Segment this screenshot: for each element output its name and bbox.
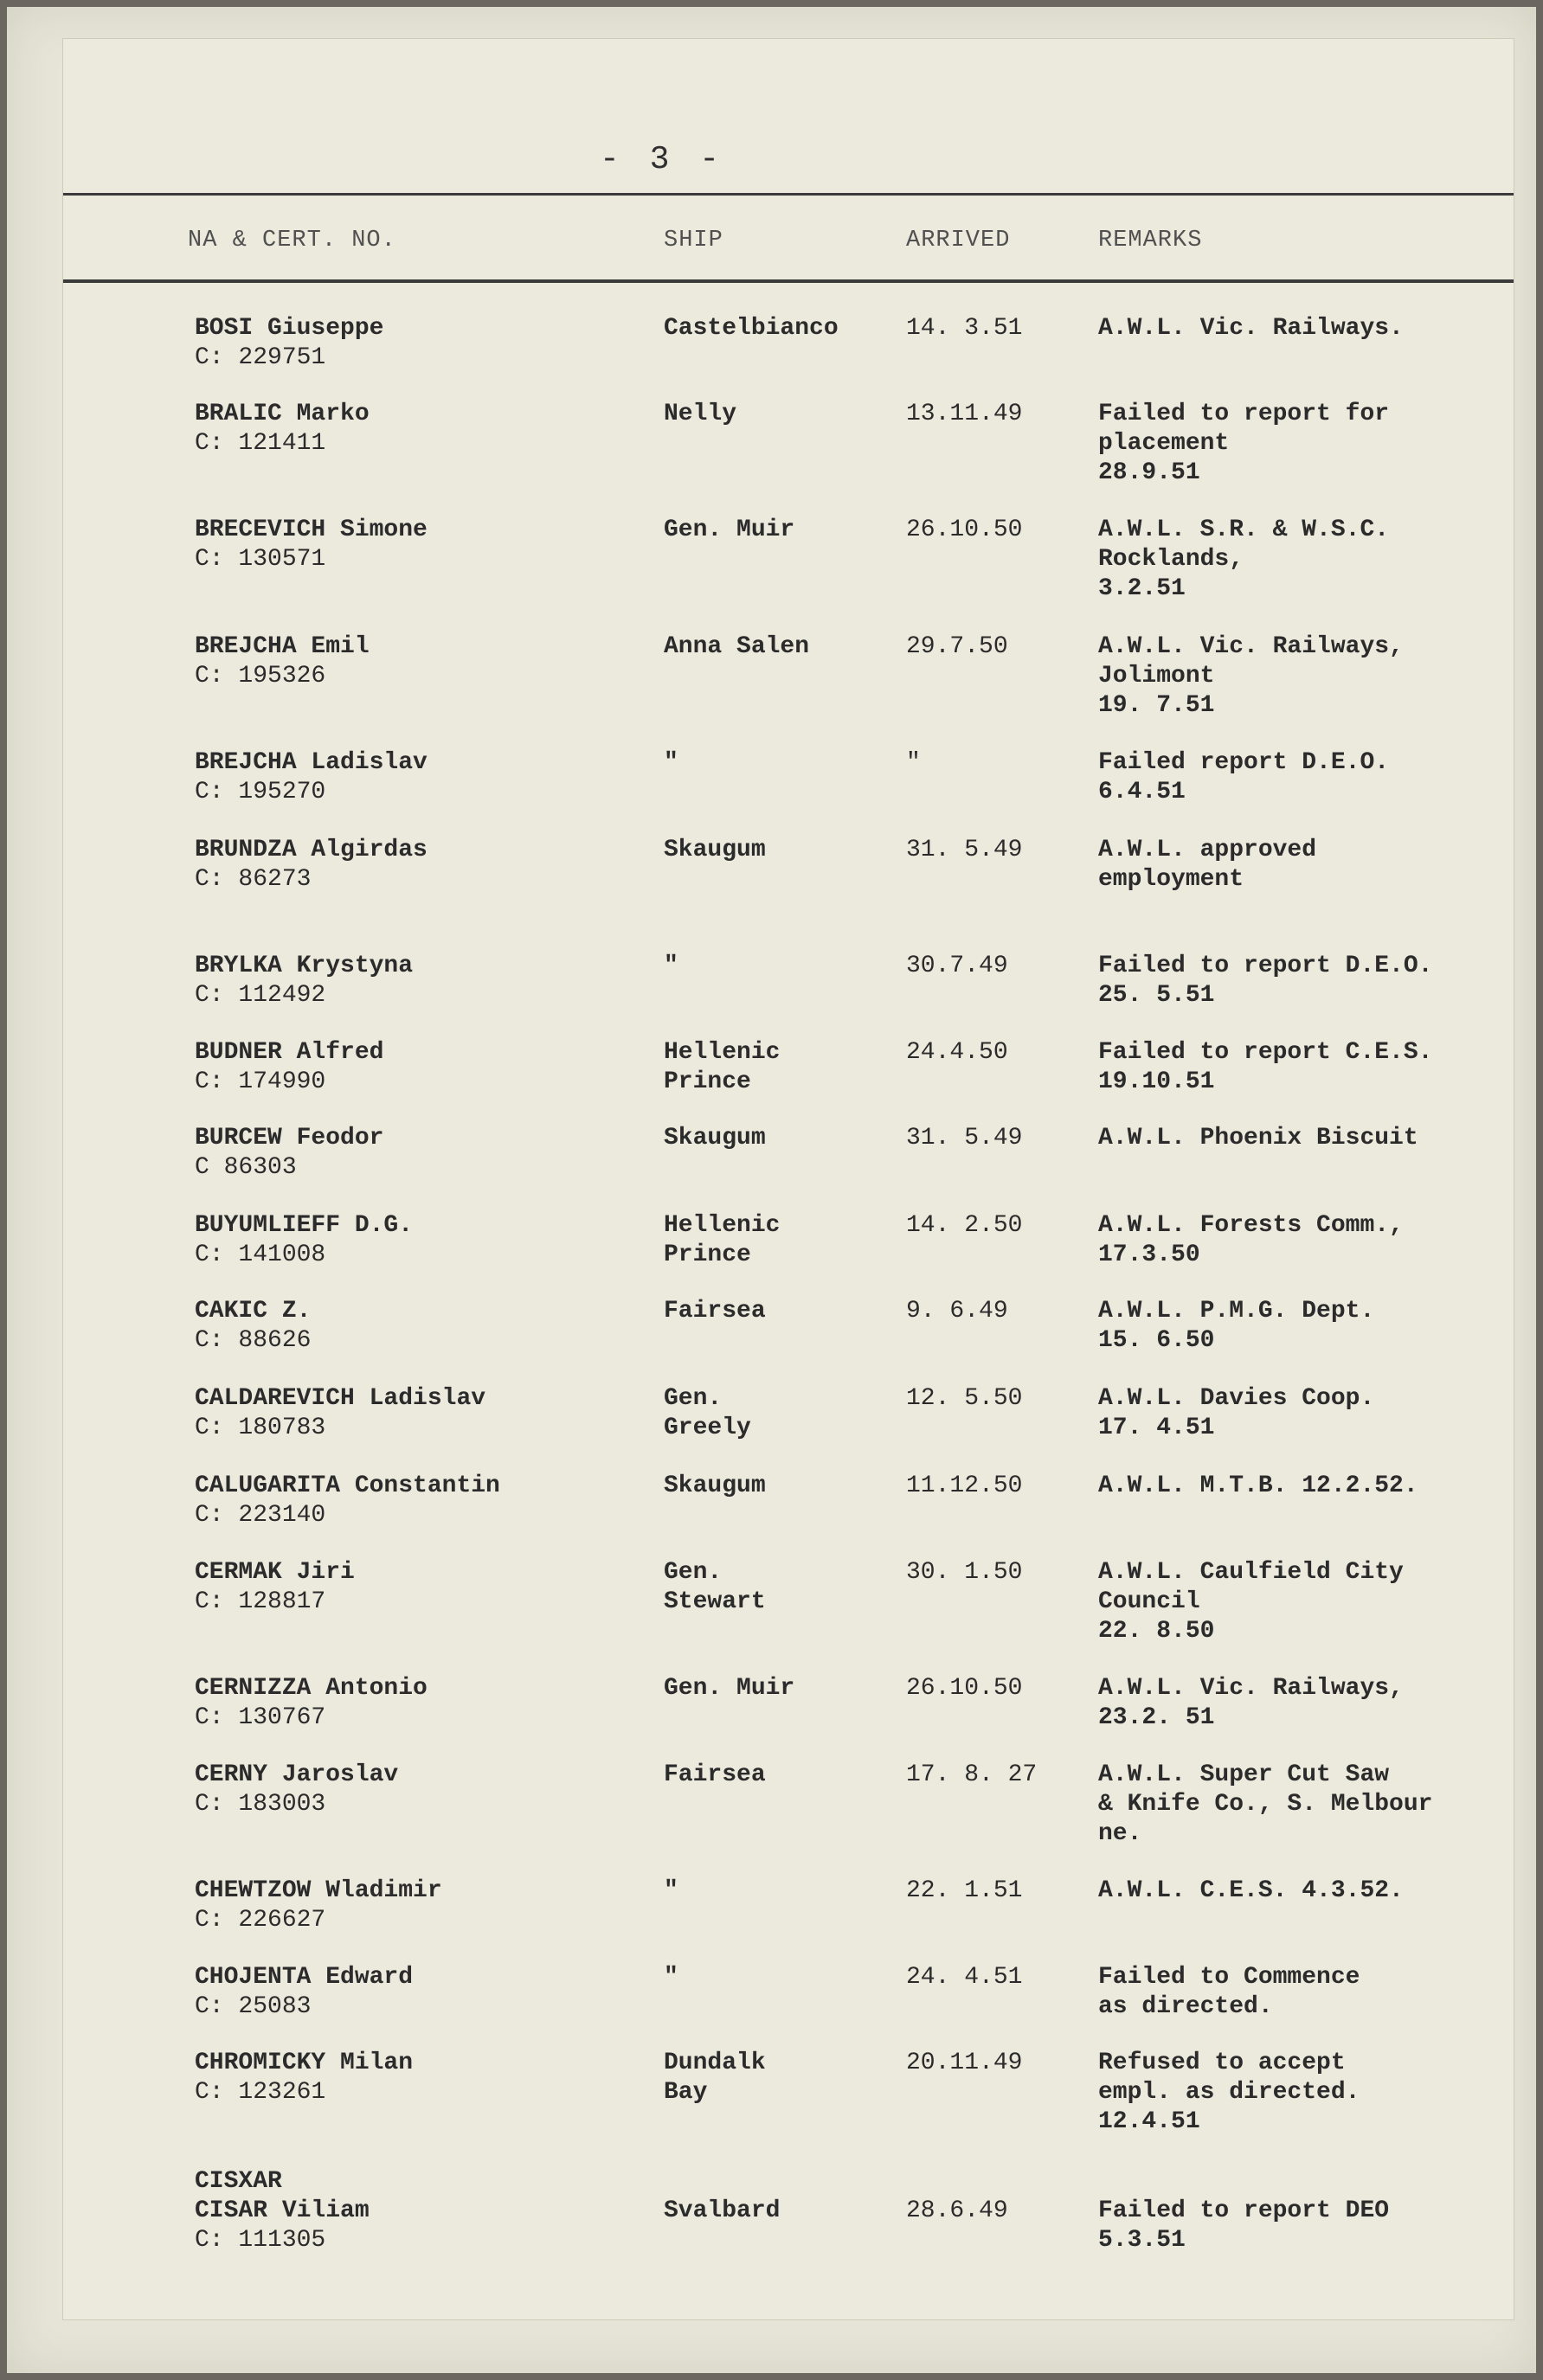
remark-line: placement [1098,430,1230,457]
ship-name: Anna Salen [664,633,810,660]
arrival-date: 31. 5.49 [906,837,1023,863]
arrival-date: 13.11.49 [906,401,1023,427]
remark-line: as directed. [1098,1993,1273,2020]
ship-name: Fairsea [664,1761,766,1788]
scanned-page [7,7,1536,2373]
arrival-date: 24. 4.51 [906,1964,1023,1991]
name-cell [195,1211,413,1270]
remark-line: A.W.L. Forests Comm., [1098,1212,1404,1239]
remark-line: employment [1098,866,1244,893]
cert-number: C: 111305 [195,2227,326,2254]
ship-name: " [664,749,678,776]
remark-line: 12.4.51 [1098,2108,1200,2135]
remark-line: 23.2. 51 [1098,1704,1215,1731]
cert-number: C: 223140 [195,1502,326,1529]
person-name: CALUGARITA Constantin [195,1472,500,1499]
remarks-cell [1098,2197,1389,2255]
arrived-cell [906,516,1022,545]
person-name: BUYUMLIEFF D.G. [195,1212,414,1239]
header-ship: SHIP [664,228,723,253]
remarks-cell [1098,314,1404,343]
remark-line: A.W.L. Caulfield City [1098,1559,1404,1586]
header-name-cert: NA & CERT. NO. [188,228,396,253]
person-name: BRALIC Marko [195,401,370,427]
arrived-cell [906,1124,1022,1153]
remarks-cell [1098,1558,1404,1646]
arrival-date: 22. 1.51 [906,1877,1023,1904]
name-cell [195,1038,383,1097]
remarks-cell [1098,1211,1404,1270]
ship-name: Gen. Muir [664,1675,795,1702]
remarks-cell [1098,836,1316,895]
remarks-cell [1098,1038,1432,1097]
arrival-date: 30. 1.50 [906,1559,1023,1586]
ship-cell [664,1558,766,1617]
remark-line: & Knife Co., S. Melbour [1098,1791,1433,1818]
name-cell [195,516,428,574]
person-name: BREJCHA Ladislav [195,749,428,776]
ship-cell [664,1674,794,1703]
remarks-cell [1098,1124,1418,1153]
remark-line: 22. 8.50 [1098,1618,1215,1645]
arrival-date: 20.11.49 [906,2050,1023,2076]
ship-name: Stewart [664,1588,766,1615]
remarks-cell [1098,1674,1404,1733]
remark-line: Failed to report for [1098,401,1390,427]
name-cell [195,2049,413,2107]
person-name: CAKIC Z. [195,1298,312,1325]
ship-name: " [664,1964,678,1991]
arrival-date: 14. 2.50 [906,1212,1023,1239]
person-name: CERNIZZA Antonio [195,1675,428,1702]
remark-line: Failed to report C.E.S. [1098,1039,1433,1066]
ship-name: Hellenic [664,1212,781,1239]
remark-line: Failed to Commence [1098,1964,1360,1991]
arrived-cell [906,952,1008,981]
cert-number: C: 174990 [195,1068,326,1095]
person-name: CISXAR [195,2168,282,2195]
name-cell [195,1558,355,1617]
ship-name: Prince [664,1241,751,1268]
ship-name: " [664,1877,678,1904]
cert-number: C: 112492 [195,982,326,1009]
person-name: CERNY Jaroslav [195,1761,399,1788]
ship-cell [664,1297,766,1326]
arrival-date: " [906,749,921,776]
ship-cell [664,1211,780,1270]
remark-line: Failed report D.E.O. [1098,749,1390,776]
cert-number: C: 195326 [195,663,326,690]
arrived-cell [906,1963,1022,1992]
ship-cell [664,1963,678,1992]
remarks-cell [1098,1297,1374,1356]
ship-cell [664,1384,751,1443]
document-sheet [62,38,1514,2320]
cert-number: C: 88626 [195,1327,312,1354]
person-name: CERMAK Jiri [195,1559,355,1586]
cert-number: C: 25083 [195,1993,312,2020]
ship-name: " [664,953,678,979]
person-name: CHOJENTA Edward [195,1964,414,1991]
remark-line: A.W.L. approved [1098,837,1317,863]
ship-name: Castelbianco [664,315,839,342]
remark-line: 25. 5.51 [1098,982,1215,1009]
remark-line: empl. as directed. [1098,2079,1360,2106]
arrived-cell [906,1297,1008,1326]
remark-line: A.W.L. Davies Coop. [1098,1385,1375,1412]
arrival-date: 31. 5.49 [906,1125,1023,1152]
ship-name: Dundalk [664,2050,766,2076]
remarks-cell [1098,516,1389,604]
header-rule-bottom [63,279,1514,283]
cert-number: C 86303 [195,1154,297,1181]
arrival-date: 29.7.50 [906,633,1008,660]
remark-line: 19. 7.51 [1098,692,1215,719]
arrived-cell [906,1876,1022,1906]
ship-name: Nelly [664,401,737,427]
ship-name: Greely [664,1415,751,1441]
remark-line: Jolimont [1098,663,1215,690]
remark-line: 17.3.50 [1098,1241,1200,1268]
remark-line: A.W.L. Super Cut Saw [1098,1761,1390,1788]
ship-cell [664,1761,766,1790]
arrived-cell [906,1674,1022,1703]
ship-name: Prince [664,1068,751,1095]
name-cell [195,1761,398,1819]
name-cell [195,632,370,691]
remarks-cell [1098,1472,1418,1501]
person-name: BOSI Giuseppe [195,315,384,342]
ship-cell [664,400,736,429]
arrived-cell [906,1038,1008,1068]
name-cell [195,1674,428,1733]
name-cell [195,1876,442,1935]
name-cell [195,748,428,807]
person-name: CISAR Viliam [195,2197,370,2224]
cert-number: C: 123261 [195,2079,326,2106]
ship-cell [664,748,678,778]
ship-cell [664,632,809,662]
remark-line: Council [1098,1588,1200,1615]
header-rule-top [63,193,1514,196]
ship-name: Gen. [664,1385,723,1412]
ship-name: Gen. [664,1559,723,1586]
ship-cell [664,516,794,545]
arrival-date: 17. 8. 27 [906,1761,1038,1788]
cert-number: C: 141008 [195,1241,326,1268]
cert-number: C: 180783 [195,1415,326,1441]
ship-cell [664,2197,780,2226]
remarks-cell [1098,1876,1404,1906]
arrived-cell [906,1558,1022,1588]
remark-line: 5.3.51 [1098,2227,1186,2254]
cert-number: C: 128817 [195,1588,326,1615]
cert-number: C: 86273 [195,866,312,893]
arrival-date: 28.6.49 [906,2197,1008,2224]
header-arrived: ARRIVED [906,228,1011,253]
cert-number: C: 229751 [195,344,326,371]
arrived-cell [906,1211,1022,1241]
arrived-cell [906,748,921,778]
remarks-cell [1098,1761,1432,1849]
name-cell [195,1297,311,1356]
ship-name: Skaugum [664,1125,766,1152]
arrival-date: 30.7.49 [906,953,1008,979]
arrival-date: 14. 3.51 [906,315,1023,342]
ship-cell [664,1472,766,1501]
name-cell [195,1384,485,1443]
arrived-cell [906,1761,1037,1790]
ship-name: Skaugum [664,1472,766,1499]
remark-line: 3.2.51 [1098,575,1186,602]
person-name: CALDAREVICH Ladislav [195,1385,486,1412]
remark-line: Refused to accept [1098,2050,1346,2076]
arrival-date: 9. 6.49 [906,1298,1008,1325]
cert-number: C: 183003 [195,1791,326,1818]
cert-number: C: 130571 [195,546,326,573]
ship-name: Gen. Muir [664,516,795,543]
cert-number: C: 195270 [195,779,326,805]
ship-name: Fairsea [664,1298,766,1325]
remarks-cell [1098,748,1389,807]
name-cell [195,952,413,1010]
remark-line: A.W.L. Phoenix Biscuit [1098,1125,1418,1152]
remarks-cell [1098,2049,1360,2137]
arrived-cell [906,632,1008,662]
arrived-cell [906,1384,1022,1414]
cert-number: C: 121411 [195,430,326,457]
person-name: BRECEVICH Simone [195,516,428,543]
person-name: BRUNDZA Algirdas [195,837,428,863]
arrival-date: 26.10.50 [906,1675,1023,1702]
arrived-cell [906,2197,1008,2226]
remark-line: A.W.L. C.E.S. 4.3.52. [1098,1877,1404,1904]
remarks-cell [1098,632,1404,721]
remarks-cell [1098,400,1389,488]
person-name: BURCEW Feodor [195,1125,384,1152]
person-name: BRYLKA Krystyna [195,953,414,979]
arrived-cell [906,836,1022,865]
cert-number: C: 130767 [195,1704,326,1731]
remark-line: Rocklands, [1098,546,1244,573]
remark-line: A.W.L. Vic. Railways, [1098,633,1404,660]
arrived-cell [906,1472,1022,1501]
arrived-cell [906,314,1022,343]
ship-name: Hellenic [664,1039,781,1066]
name-cell [195,1472,500,1530]
name-cell [195,836,428,895]
ship-name: Skaugum [664,837,766,863]
person-name: BUDNER Alfred [195,1039,384,1066]
ship-name: Bay [664,2079,708,2106]
arrival-date: 12. 5.50 [906,1385,1023,1412]
arrived-cell [906,400,1022,429]
name-cell [195,400,370,459]
remark-line: 6.4.51 [1098,779,1186,805]
remark-line: A.W.L. Vic. Railways, [1098,1675,1404,1702]
person-name: BREJCHA Emil [195,633,370,660]
arrival-date: 26.10.50 [906,516,1023,543]
ship-name: Svalbard [664,2197,781,2224]
arrival-date: 24.4.50 [906,1039,1008,1066]
remark-line: 17. 4.51 [1098,1415,1215,1441]
ship-cell [664,1124,766,1153]
remarks-cell [1098,952,1432,1010]
remark-line: Failed to report DEO [1098,2197,1390,2224]
ship-cell [664,836,766,865]
remark-line: 15. 6.50 [1098,1327,1215,1354]
remark-line: A.W.L. Vic. Railways. [1098,315,1404,342]
ship-cell [664,1038,780,1097]
person-name: CHROMICKY Milan [195,2050,414,2076]
remark-line: 19.10.51 [1098,1068,1215,1095]
arrival-date: 11.12.50 [906,1472,1023,1499]
remark-line: A.W.L. S.R. & W.S.C. [1098,516,1390,543]
person-name: CHEWTZOW Wladimir [195,1877,442,1904]
remark-line: A.W.L. M.T.B. 12.2.52. [1098,1472,1418,1499]
cert-number: C: 226627 [195,1907,326,1934]
ship-cell [664,1876,678,1906]
remark-line: 28.9.51 [1098,459,1200,486]
remark-line: Failed to report D.E.O. [1098,953,1433,979]
page-number: - 3 - [600,141,725,178]
ship-cell [664,314,839,343]
name-cell [195,1124,383,1183]
name-cell [195,1963,413,2022]
name-cell [195,314,383,373]
remark-line: ne. [1098,1820,1142,1847]
remarks-cell [1098,1963,1360,2022]
ship-cell [664,2049,766,2107]
header-remarks: REMARKS [1098,228,1203,253]
remarks-cell [1098,1384,1374,1443]
remark-line: A.W.L. P.M.G. Dept. [1098,1298,1375,1325]
ship-cell [664,952,678,981]
name-cell [195,2167,370,2255]
arrived-cell [906,2049,1022,2078]
